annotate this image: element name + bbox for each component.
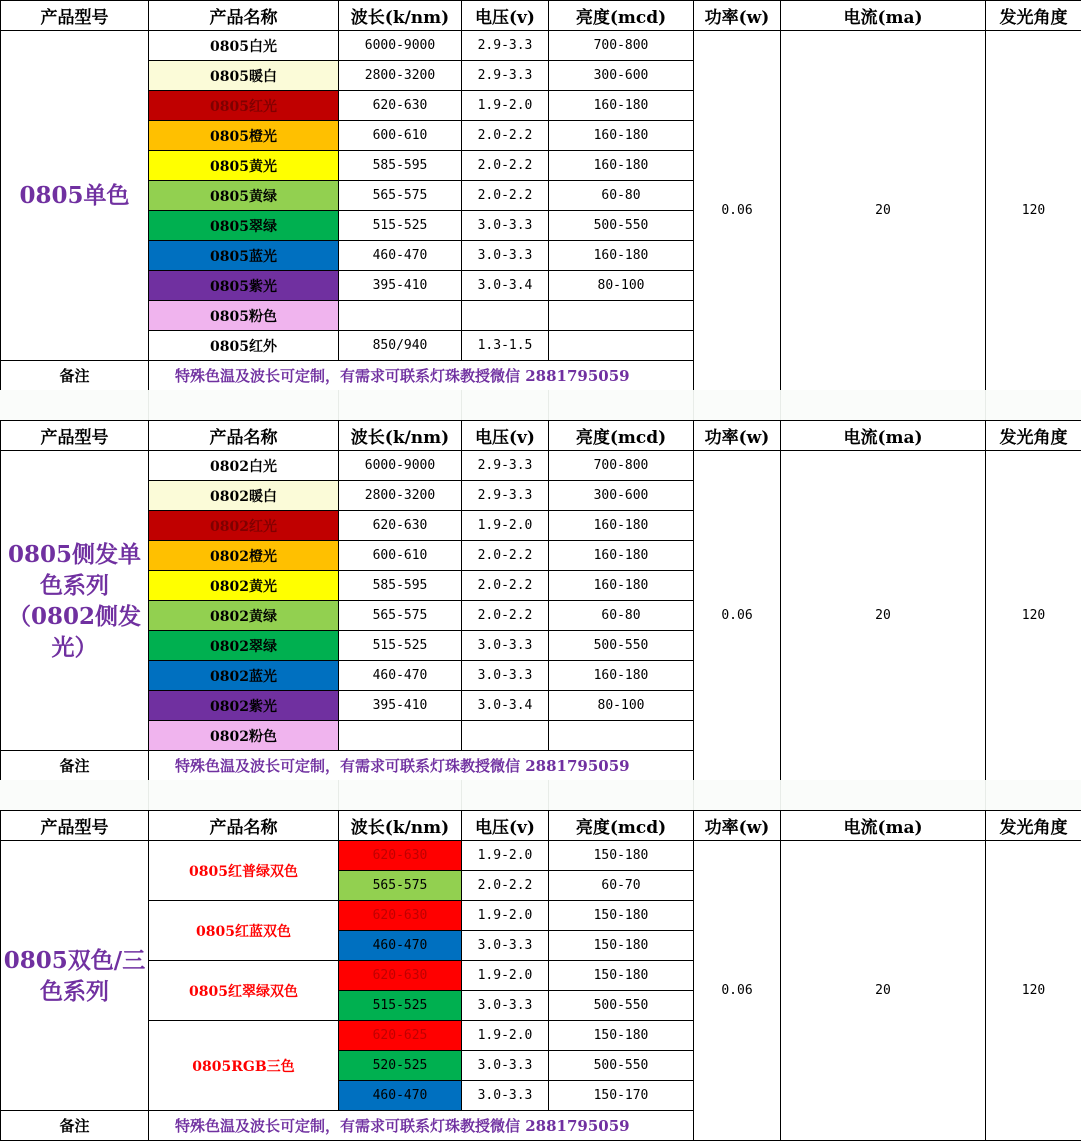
product-name: 0805红外 [149,331,339,361]
brightness-value: 160-180 [549,151,694,181]
voltage-value: 1.9-2.0 [462,901,549,931]
brightness-value: 160-180 [549,511,694,541]
voltage-value: 2.0-2.2 [462,871,549,901]
brightness-value: 500-550 [549,991,694,1021]
angle-value: 120 [986,31,1081,391]
header-row [1,1,1081,31]
wavelength-value: 620-630 [339,511,462,541]
wavelength-value: 460-470 [339,931,462,961]
voltage-value [462,301,549,331]
current-header: 电流(ma) [781,811,986,841]
brightness-header: 亮度(mcd) [549,421,694,451]
wavelength-value: 6000-9000 [339,451,462,481]
model-header: 产品型号 [1,421,149,451]
power-header: 功率(w) [694,811,781,841]
wavelength-value: 565-575 [339,601,462,631]
product-name: 0805橙光 [149,121,339,151]
product-name: 0802紫光 [149,691,339,721]
brightness-value: 160-180 [549,571,694,601]
wavelength-value [339,721,462,751]
product-name: 0802黄光 [149,571,339,601]
wavelength-value: 395-410 [339,691,462,721]
current-header: 电流(ma) [781,421,986,451]
voltage-value: 3.0-3.4 [462,271,549,301]
current-value: 20 [781,31,986,391]
voltage-value: 3.0-3.3 [462,1051,549,1081]
voltage-value: 3.0-3.3 [462,661,549,691]
table-0802-side-emitting [0,420,1081,781]
model-name: 0805单色 [1,31,149,361]
brightness-header: 亮度(mcd) [549,1,694,31]
wavelength-value: 620-630 [339,841,462,871]
brightness-value: 500-550 [549,1051,694,1081]
product-name: 0805紫光 [149,271,339,301]
power-value: 0.06 [694,31,781,391]
brightness-value: 500-550 [549,211,694,241]
brightness-value: 150-180 [549,961,694,991]
wavelength-value: 620-625 [339,1021,462,1051]
voltage-header: 电压(v) [462,421,549,451]
wavelength-header: 波长(k/nm) [339,811,462,841]
brightness-value [549,331,694,361]
brightness-value: 300-600 [549,61,694,91]
wavelength-header: 波长(k/nm) [339,1,462,31]
wavelength-value: 460-470 [339,1081,462,1111]
voltage-value [462,721,549,751]
voltage-value: 3.0-3.3 [462,631,549,661]
product-name: 0802翠绿 [149,631,339,661]
voltage-value: 3.0-3.3 [462,991,549,1021]
spacer-row-2 [0,780,1081,810]
model-header: 产品型号 [1,811,149,841]
wavelength-value: 565-575 [339,871,462,901]
brightness-value: 150-180 [549,841,694,871]
wavelength-value: 620-630 [339,961,462,991]
product-name: 0805红光 [149,91,339,121]
voltage-value: 3.0-3.3 [462,1081,549,1111]
wavelength-header: 波长(k/nm) [339,421,462,451]
wavelength-value: 515-525 [339,631,462,661]
brightness-value [549,301,694,331]
brightness-value: 160-180 [549,121,694,151]
voltage-value: 3.0-3.3 [462,931,549,961]
current-header: 电流(ma) [781,1,986,31]
power-value: 0.06 [694,841,781,1141]
wavelength-value: 460-470 [339,661,462,691]
current-value: 20 [781,451,986,781]
brightness-value: 300-600 [549,481,694,511]
voltage-value: 1.9-2.0 [462,841,549,871]
voltage-value: 2.9-3.3 [462,451,549,481]
product-name: 0805黄光 [149,151,339,181]
table-0805-single-color [0,0,1081,391]
brightness-value: 60-80 [549,181,694,211]
note-label: 备注 [1,751,149,781]
product-name: 0805红翠绿双色 [149,961,339,1021]
brightness-value: 150-180 [549,901,694,931]
voltage-value: 2.0-2.2 [462,121,549,151]
wavelength-value: 850/940 [339,331,462,361]
voltage-value: 1.9-2.0 [462,1021,549,1051]
product-name: 0805白光 [149,31,339,61]
brightness-value [549,721,694,751]
angle-header: 发光角度 [986,1,1081,31]
wavelength-value: 395-410 [339,271,462,301]
power-value: 0.06 [694,451,781,781]
voltage-value: 2.0-2.2 [462,601,549,631]
wavelength-value: 2800-3200 [339,61,462,91]
voltage-value: 2.0-2.2 [462,181,549,211]
voltage-value: 3.0-3.3 [462,211,549,241]
wavelength-value [339,301,462,331]
note-label: 备注 [1,1111,149,1141]
table-row [1,841,1081,871]
voltage-value: 1.3-1.5 [462,331,549,361]
header-row [1,421,1081,451]
brightness-value: 150-180 [549,931,694,961]
product-name: 0802粉色 [149,721,339,751]
product-name: 0805暖白 [149,61,339,91]
brightness-value: 160-180 [549,91,694,121]
brightness-value: 60-70 [549,871,694,901]
table-0805-multi-color [0,810,1081,1141]
wavelength-value: 600-610 [339,541,462,571]
wavelength-value: 585-595 [339,571,462,601]
brightness-value: 150-170 [549,1081,694,1111]
product-name: 0805黄绿 [149,181,339,211]
model-header: 产品型号 [1,1,149,31]
header-row [1,811,1081,841]
brightness-value: 160-180 [549,541,694,571]
note-text: 特殊色温及波长可定制，有需求可联系灯珠教授微信 2881795059 [149,1111,694,1141]
voltage-value: 2.0-2.2 [462,151,549,181]
current-value: 20 [781,841,986,1141]
voltage-value: 2.9-3.3 [462,61,549,91]
angle-value: 120 [986,451,1081,781]
model-name: 0805双色/三色系列 [1,841,149,1111]
angle-header: 发光角度 [986,421,1081,451]
voltage-value: 1.9-2.0 [462,961,549,991]
wavelength-value: 6000-9000 [339,31,462,61]
voltage-value: 2.9-3.3 [462,31,549,61]
brightness-value: 80-100 [549,691,694,721]
wavelength-value: 515-525 [339,211,462,241]
note-text: 特殊色温及波长可定制，有需求可联系灯珠教授微信 2881795059 [149,361,694,391]
brightness-value: 160-180 [549,241,694,271]
product-name-header: 产品名称 [149,1,339,31]
wavelength-value: 585-595 [339,151,462,181]
wavelength-value: 2800-3200 [339,481,462,511]
spacer-row-1 [0,390,1081,420]
wavelength-value: 600-610 [339,121,462,151]
voltage-value: 3.0-3.3 [462,241,549,271]
product-name: 0802红光 [149,511,339,541]
power-header: 功率(w) [694,421,781,451]
brightness-value: 700-800 [549,451,694,481]
product-name-header: 产品名称 [149,421,339,451]
wavelength-value: 620-630 [339,901,462,931]
model-name: 0805侧发单色系列（0802侧发光） [1,451,149,751]
voltage-value: 1.9-2.0 [462,511,549,541]
note-label: 备注 [1,361,149,391]
power-header: 功率(w) [694,1,781,31]
product-name-header: 产品名称 [149,811,339,841]
angle-header: 发光角度 [986,811,1081,841]
voltage-value: 2.0-2.2 [462,541,549,571]
product-name: 0805翠绿 [149,211,339,241]
product-name: 0805红普绿双色 [149,841,339,901]
product-name: 0805RGB三色 [149,1021,339,1111]
brightness-header: 亮度(mcd) [549,811,694,841]
product-name: 0805蓝光 [149,241,339,271]
wavelength-value: 565-575 [339,181,462,211]
wavelength-value: 515-525 [339,991,462,1021]
voltage-header: 电压(v) [462,811,549,841]
wavelength-value: 520-525 [339,1051,462,1081]
voltage-value: 2.9-3.3 [462,481,549,511]
table-row [1,31,1081,61]
product-name: 0802暖白 [149,481,339,511]
voltage-value: 1.9-2.0 [462,91,549,121]
brightness-value: 700-800 [549,31,694,61]
product-name: 0805红蓝双色 [149,901,339,961]
wavelength-value: 460-470 [339,241,462,271]
table-row [1,451,1081,481]
product-name: 0802橙光 [149,541,339,571]
brightness-value: 150-180 [549,1021,694,1051]
product-name: 0802蓝光 [149,661,339,691]
product-name: 0805粉色 [149,301,339,331]
product-name: 0802黄绿 [149,601,339,631]
wavelength-value: 620-630 [339,91,462,121]
voltage-header: 电压(v) [462,1,549,31]
angle-value: 120 [986,841,1081,1141]
brightness-value: 500-550 [549,631,694,661]
brightness-value: 60-80 [549,601,694,631]
voltage-value: 3.0-3.4 [462,691,549,721]
brightness-value: 160-180 [549,661,694,691]
product-name: 0802白光 [149,451,339,481]
note-text: 特殊色温及波长可定制，有需求可联系灯珠教授微信 2881795059 [149,751,694,781]
voltage-value: 2.0-2.2 [462,571,549,601]
brightness-value: 80-100 [549,271,694,301]
